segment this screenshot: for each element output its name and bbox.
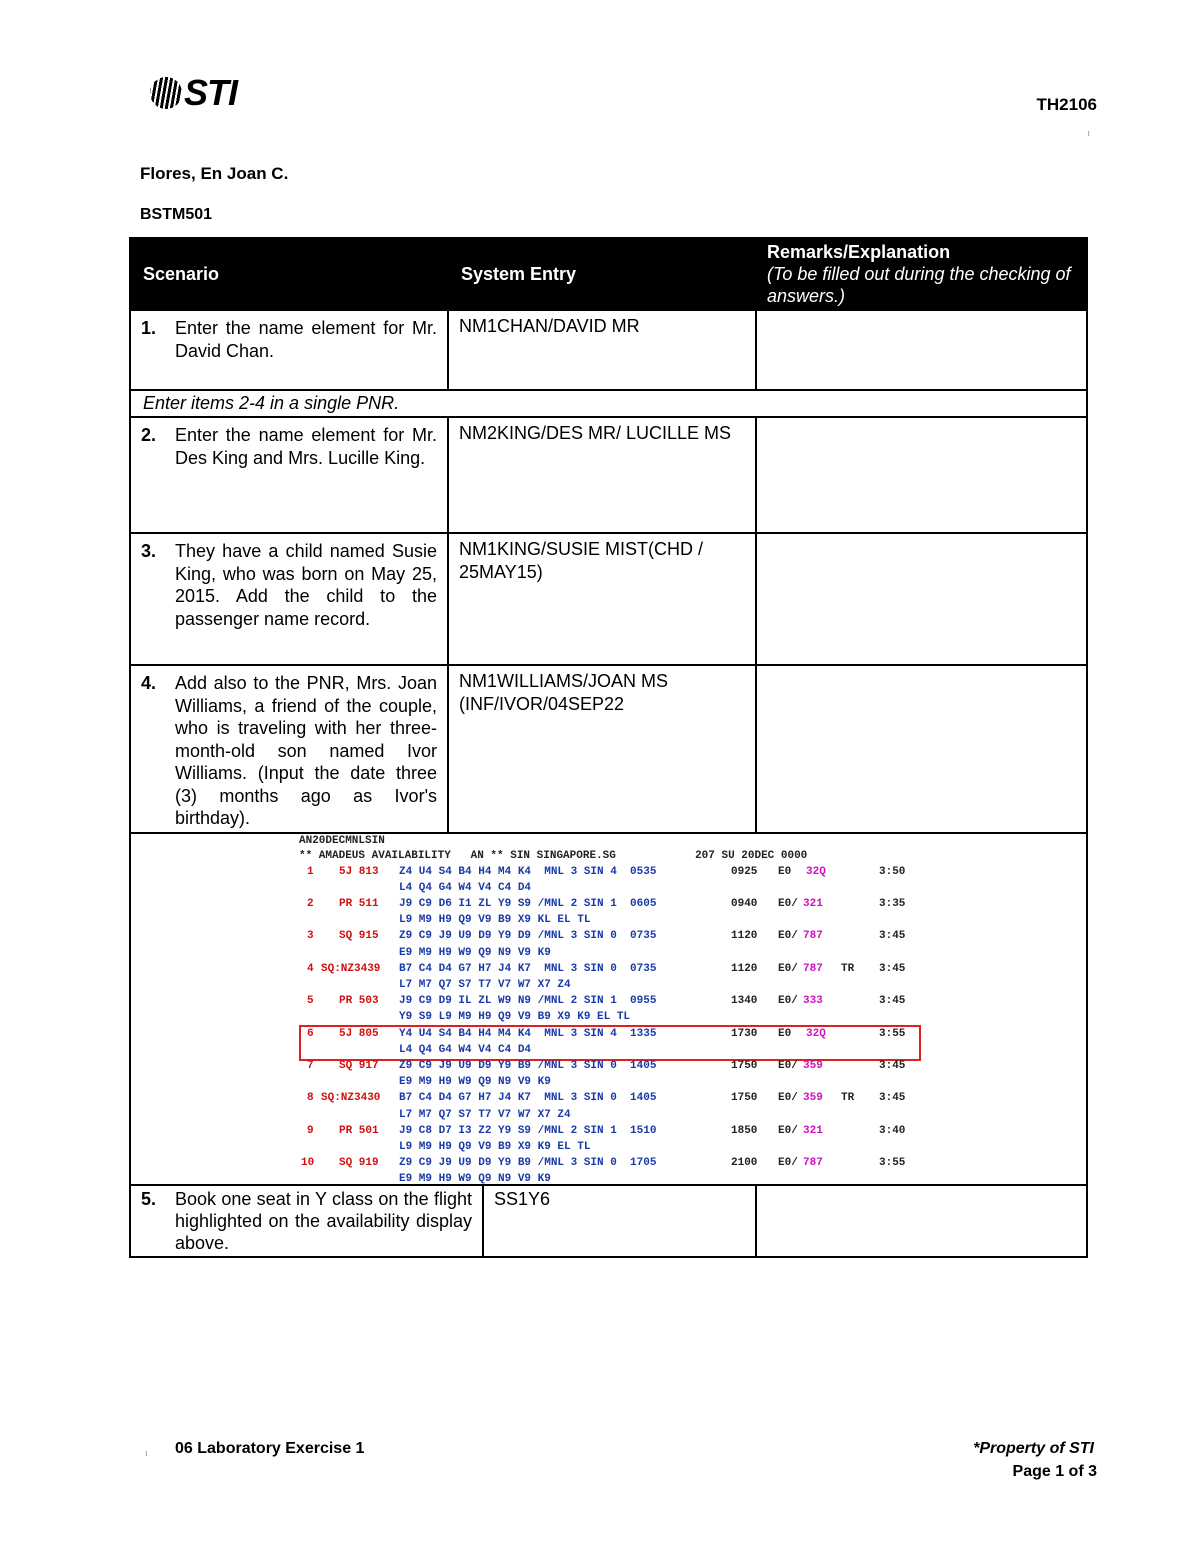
scenario-cell <box>130 665 448 833</box>
arrival-time: 1850 <box>731 1124 758 1137</box>
arrival-time: 1340 <box>731 995 758 1008</box>
flight-line-number: 8 <box>307 1092 314 1105</box>
flight-line-number: 6 <box>307 1027 314 1040</box>
transit-flag: TR <box>841 962 855 975</box>
item-number: 1. <box>141 318 157 338</box>
flight-number: SQ 919 <box>339 1157 379 1170</box>
arrival-time: 2100 <box>731 1157 758 1170</box>
booking-classes: L9 M9 H9 Q9 V9 B9 X9 K9 EL TL <box>399 1140 591 1153</box>
booking-classes: L4 Q4 G4 W4 V4 C4 D4 <box>399 1043 532 1056</box>
arrival-time: 1750 <box>731 1092 758 1105</box>
flight-duration: 3:45 <box>879 1092 906 1105</box>
booking-classes: Z4 U4 S4 B4 H4 M4 K4 MNL 3 SIN 4 0535 <box>399 865 657 878</box>
remarks-cell[interactable] <box>756 1185 1087 1257</box>
note-cell <box>130 390 1087 417</box>
scenario-text: Add also to the PNR, Mrs. Joan Williams, a friend of the couple, who is traveling with her three-month-old son named Ivor Williams. (Input the date three (3) months ago as Ivor's birthday). <box>175 673 437 828</box>
booking-classes: Z9 C9 J9 U9 D9 Y9 D9 /MNL 3 SIN 0 0735 <box>399 930 657 943</box>
logo-text: STI <box>184 72 238 113</box>
footer-property: *Property of STI <box>973 1440 1094 1457</box>
arrival-time: 1120 <box>731 930 758 943</box>
item-number: 3. <box>141 541 157 561</box>
remarks-cell[interactable] <box>756 665 1087 833</box>
aircraft-type: 787 <box>803 962 823 975</box>
booking-classes: E9 M9 H9 W9 Q9 N9 V9 K9 <box>399 1076 551 1089</box>
flight-number: SQ:NZ3439 <box>321 962 381 975</box>
system-entry-cell[interactable] <box>448 417 756 533</box>
availability-row <box>130 833 1087 1185</box>
scenario-text: Enter the name element for Mr. David Chan. <box>175 318 437 361</box>
header-scenario: Scenario <box>130 238 448 310</box>
equipment-code: E0/ <box>778 1157 798 1170</box>
system-entry-text: NM1CHAN/DAVID MR <box>459 316 640 336</box>
flight-number: 5J 805 <box>339 1027 379 1040</box>
course-code: TH2106 <box>1036 95 1097 114</box>
flight-duration: 3:55 <box>879 1027 906 1040</box>
booking-classes: Z9 C9 J9 U9 D9 Y9 B9 /MNL 3 SIN 0 1405 <box>399 1059 657 1072</box>
sti-logo <box>150 72 240 114</box>
remarks-note: (To be filled out during the checking of answers.) <box>767 264 1071 306</box>
arrival-time: 1120 <box>731 962 758 975</box>
flight-duration: 3:50 <box>879 865 906 878</box>
footer-page-number: Page 1 of 3 <box>1012 1463 1097 1480</box>
system-entry-cell[interactable] <box>448 533 756 665</box>
flight-line-number: 4 <box>307 962 314 975</box>
availability-command: AN20DECMNLSIN <box>299 834 385 847</box>
equipment-code: E0/ <box>778 897 798 910</box>
table-row <box>130 665 1087 833</box>
flight-number: SQ:NZ3430 <box>321 1092 381 1105</box>
table-row <box>130 310 1087 390</box>
margin-mark: ı <box>1087 128 1090 138</box>
equipment-code: E0/ <box>778 1124 798 1137</box>
booking-classes: B7 C4 D4 G7 H7 J4 K7 MNL 3 SIN 0 0735 <box>399 962 657 975</box>
booking-classes: J9 C8 D7 I3 Z2 Y9 S9 /MNL 2 SIN 1 1510 <box>399 1124 657 1137</box>
aircraft-type: 787 <box>803 930 823 943</box>
aircraft-type: 359 <box>803 1092 823 1105</box>
flight-number: PR 501 <box>339 1124 379 1137</box>
item-number: 2. <box>141 425 157 445</box>
arrival-time: 1750 <box>731 1059 758 1072</box>
scenario-text: They have a child named Susie King, who was born on May 25, 2015. Add the child to the passenger name record. <box>175 541 437 629</box>
remarks-cell[interactable] <box>756 417 1087 533</box>
booking-classes: B7 C4 D4 G7 H7 J4 K7 MNL 3 SIN 0 1405 <box>399 1092 657 1105</box>
student-name: Flores, En Joan C. <box>140 164 289 183</box>
arrival-time: 0925 <box>731 865 758 878</box>
availability-screen-cell <box>130 833 1087 1185</box>
booking-classes: E9 M9 H9 W9 Q9 N9 V9 K9 <box>399 1173 551 1186</box>
flight-line-number: 2 <box>307 897 314 910</box>
system-entry-text: SS1Y6 <box>494 1188 551 1209</box>
availability-title: ** AMADEUS AVAILABILITY AN ** SIN SINGAPORE.SG 207 SU 20DEC 0000 <box>299 849 808 862</box>
booking-classes: L9 M9 H9 Q9 V9 B9 X9 KL EL TL <box>399 914 591 927</box>
item-number: 4. <box>141 673 157 693</box>
aircraft-type: 787 <box>803 1157 823 1170</box>
booking-classes: Y9 S9 L9 M9 H9 Q9 V9 B9 X9 K9 EL TL <box>399 1011 631 1024</box>
header-remarks <box>756 238 1087 310</box>
flight-number: PR 511 <box>339 897 379 910</box>
flight-duration: 3:40 <box>879 1124 906 1137</box>
aircraft-type: 359 <box>803 1059 823 1072</box>
flight-duration: 3:45 <box>879 995 906 1008</box>
booking-classes: L4 Q4 G4 W4 V4 C4 D4 <box>399 881 532 894</box>
aircraft-type: 321 <box>803 897 823 910</box>
flight-number: SQ 915 <box>339 930 379 943</box>
remarks-cell[interactable] <box>756 533 1087 665</box>
table-row <box>130 1185 1087 1257</box>
note-text: Enter items 2-4 in a single PNR. <box>143 393 400 413</box>
equipment-code: E0/ <box>778 1059 798 1072</box>
scenario-text: Enter the name element for Mr. Des King and Mrs. Lucille King. <box>175 425 437 468</box>
aircraft-type: 321 <box>803 1124 823 1137</box>
transit-flag: TR <box>841 1092 855 1105</box>
system-entry-cell[interactable] <box>448 665 756 833</box>
flight-number: PR 503 <box>339 995 379 1008</box>
table-row <box>130 533 1087 665</box>
table-header-row <box>130 238 1087 310</box>
flight-line-number: 10 <box>301 1157 315 1170</box>
equipment-code: E0 <box>778 865 792 878</box>
footer-doc-title: 06 Laboratory Exercise 1 <box>175 1440 365 1457</box>
exercise-table <box>129 237 1088 1258</box>
flight-number: SQ 917 <box>339 1059 379 1072</box>
table-row <box>130 417 1087 533</box>
flight-line-number: 7 <box>307 1059 314 1072</box>
equipment-code: E0 <box>778 1027 792 1040</box>
header-system-entry: System Entry <box>448 238 756 310</box>
booking-classes: L7 M7 Q7 S7 T7 V7 W7 X7 Z4 <box>399 1108 571 1121</box>
flight-duration: 3:35 <box>879 897 906 910</box>
booking-classes: L7 M7 Q7 S7 T7 V7 W7 X7 Z4 <box>399 978 571 991</box>
scenario-text: Book one seat in Y class on the flight highlighted on the availability display above. <box>175 1188 472 1253</box>
remarks-cell[interactable] <box>756 310 1087 390</box>
flight-line-number: 5 <box>307 995 314 1008</box>
booking-classes: Y4 U4 S4 B4 H4 M4 K4 MNL 3 SIN 4 1335 <box>399 1027 657 1040</box>
system-entry-cell[interactable] <box>484 1186 755 1256</box>
system-entry-text: NM1WILLIAMS/JOAN MS (INF/IVOR/04SEP22 <box>459 671 669 714</box>
scenario-cell <box>131 1186 484 1256</box>
section-code: BSTM501 <box>140 206 213 223</box>
amadeus-availability-display <box>131 834 1071 1184</box>
scenario-cell <box>130 417 448 533</box>
globe-icon <box>150 77 182 109</box>
system-entry-text: NM2KING/DES MR/ LUCILLE MS <box>459 423 732 443</box>
aircraft-type: 32Q <box>806 1027 826 1040</box>
equipment-code: E0/ <box>778 1092 798 1105</box>
booking-classes: J9 C9 D6 I1 ZL Y9 S9 /MNL 2 SIN 1 0605 <box>399 897 657 910</box>
arrival-time: 1730 <box>731 1027 758 1040</box>
flight-duration: 3:45 <box>879 1059 906 1072</box>
margin-mark: ı <box>145 1448 148 1458</box>
equipment-code: E0/ <box>778 995 798 1008</box>
booking-classes: J9 C9 D9 IL ZL W9 N9 /MNL 2 SIN 1 0955 <box>399 995 657 1008</box>
equipment-code: E0/ <box>778 930 798 943</box>
flight-duration: 3:45 <box>879 962 906 975</box>
system-entry-cell[interactable] <box>448 310 756 390</box>
aircraft-type: 32Q <box>806 865 826 878</box>
flight-duration: 3:55 <box>879 1157 906 1170</box>
booking-classes: Z9 C9 J9 U9 D9 Y9 B9 /MNL 3 SIN 0 1705 <box>399 1157 657 1170</box>
flight-number: 5J 813 <box>339 865 379 878</box>
note-row <box>130 390 1087 417</box>
aircraft-type: 333 <box>803 995 823 1008</box>
arrival-time: 0940 <box>731 897 758 910</box>
booking-classes: E9 M9 H9 W9 Q9 N9 V9 K9 <box>399 946 551 959</box>
scenario-cell <box>130 310 448 390</box>
remarks-title: Remarks/Explanation <box>767 242 951 262</box>
equipment-code: E0/ <box>778 962 798 975</box>
scenario-entry-combined-cell <box>130 1185 756 1257</box>
flight-line-number: 3 <box>307 930 314 943</box>
flight-duration: 3:45 <box>879 930 906 943</box>
scenario-cell <box>130 533 448 665</box>
system-entry-text: NM1KING/SUSIE MIST(CHD / 25MAY15) <box>459 539 704 582</box>
item-number: 5. <box>141 1188 157 1209</box>
flight-line-number: 1 <box>307 865 314 878</box>
flight-line-number: 9 <box>307 1124 314 1137</box>
